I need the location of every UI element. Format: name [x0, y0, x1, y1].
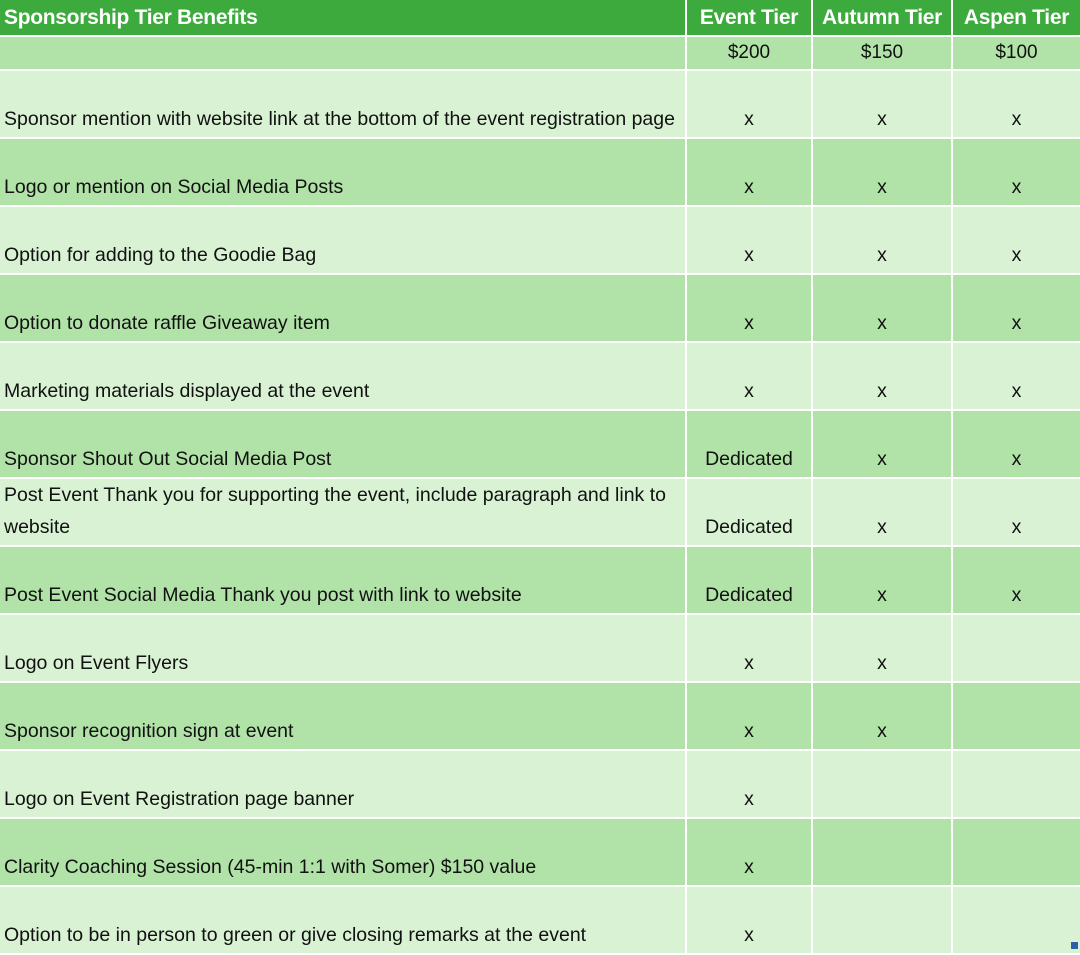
event-tier-cell: x: [686, 750, 812, 818]
event-tier-cell: x: [686, 818, 812, 886]
autumn-tier-cell: x: [812, 410, 952, 478]
header-event-tier: Event Tier: [686, 0, 812, 36]
autumn-tier-cell: x: [812, 70, 952, 138]
aspen-tier-cell: x: [952, 342, 1080, 410]
aspen-tier-cell: [952, 886, 1080, 954]
autumn-tier-cell: x: [812, 682, 952, 750]
autumn-tier-cell: x: [812, 614, 952, 682]
aspen-tier-cell: x: [952, 546, 1080, 614]
header-aspen-tier: Aspen Tier: [952, 0, 1080, 36]
benefit-cell: Post Event Social Media Thank you post with link to website: [0, 546, 686, 614]
table-row: [0, 478, 1080, 546]
table-row: [0, 70, 1080, 138]
table-row: [0, 682, 1080, 750]
event-tier-cell: Dedicated: [686, 546, 812, 614]
aspen-tier-cell: [952, 614, 1080, 682]
benefit-cell: Logo on Event Registration page banner: [0, 750, 686, 818]
event-tier-cell: x: [686, 70, 812, 138]
table-row: [0, 410, 1080, 478]
benefit-cell: Marketing materials displayed at the event: [0, 342, 686, 410]
benefit-cell: Option to donate raffle Giveaway item: [0, 274, 686, 342]
price-blank: [0, 36, 686, 70]
autumn-tier-cell: [812, 818, 952, 886]
event-tier-cell: Dedicated: [686, 478, 812, 546]
price-autumn-tier: $150: [812, 36, 952, 70]
table-row: [0, 546, 1080, 614]
price-event-tier: $200: [686, 36, 812, 70]
event-tier-cell: x: [686, 274, 812, 342]
event-tier-cell: Dedicated: [686, 410, 812, 478]
event-tier-cell: x: [686, 206, 812, 274]
event-tier-cell: x: [686, 886, 812, 954]
autumn-tier-cell: x: [812, 138, 952, 206]
table-row: [0, 206, 1080, 274]
autumn-tier-cell: x: [812, 274, 952, 342]
aspen-tier-cell: x: [952, 206, 1080, 274]
price-aspen-tier: $100: [952, 36, 1080, 70]
autumn-tier-cell: [812, 886, 952, 954]
event-tier-cell: x: [686, 682, 812, 750]
benefit-cell: Clarity Coaching Session (45-min 1:1 with Somer) $150 value: [0, 818, 686, 886]
aspen-tier-cell: x: [952, 410, 1080, 478]
benefit-cell: Sponsor mention with website link at the bottom of the event registration page: [0, 70, 686, 138]
table-row: [0, 274, 1080, 342]
table-row: [0, 750, 1080, 818]
event-tier-cell: x: [686, 342, 812, 410]
autumn-tier-cell: [812, 750, 952, 818]
table-row: [0, 138, 1080, 206]
benefit-cell: Logo or mention on Social Media Posts: [0, 138, 686, 206]
table-row: [0, 342, 1080, 410]
benefit-cell: Post Event Thank you for supporting the event, include paragraph and link to website: [0, 478, 686, 546]
table-header-row: [0, 0, 1080, 36]
table-row: [0, 614, 1080, 682]
benefit-cell: Logo on Event Flyers: [0, 614, 686, 682]
header-benefits: Sponsorship Tier Benefits: [0, 0, 686, 36]
price-row: [0, 36, 1080, 70]
aspen-tier-cell: x: [952, 274, 1080, 342]
table-row: [0, 886, 1080, 954]
aspen-tier-cell: [952, 682, 1080, 750]
autumn-tier-cell: x: [812, 546, 952, 614]
aspen-tier-cell: [952, 818, 1080, 886]
aspen-tier-cell: [952, 750, 1080, 818]
selection-handle-icon[interactable]: [1071, 942, 1078, 949]
autumn-tier-cell: x: [812, 342, 952, 410]
event-tier-cell: x: [686, 614, 812, 682]
header-autumn-tier: Autumn Tier: [812, 0, 952, 36]
aspen-tier-cell: x: [952, 138, 1080, 206]
autumn-tier-cell: x: [812, 206, 952, 274]
event-tier-cell: x: [686, 138, 812, 206]
autumn-tier-cell: x: [812, 478, 952, 546]
aspen-tier-cell: x: [952, 70, 1080, 138]
benefit-cell: Option to be in person to green or give closing remarks at the event: [0, 886, 686, 954]
aspen-tier-cell: x: [952, 478, 1080, 546]
benefit-cell: Option for adding to the Goodie Bag: [0, 206, 686, 274]
benefit-cell: Sponsor recognition sign at event: [0, 682, 686, 750]
table-row: [0, 818, 1080, 886]
benefit-cell: Sponsor Shout Out Social Media Post: [0, 410, 686, 478]
